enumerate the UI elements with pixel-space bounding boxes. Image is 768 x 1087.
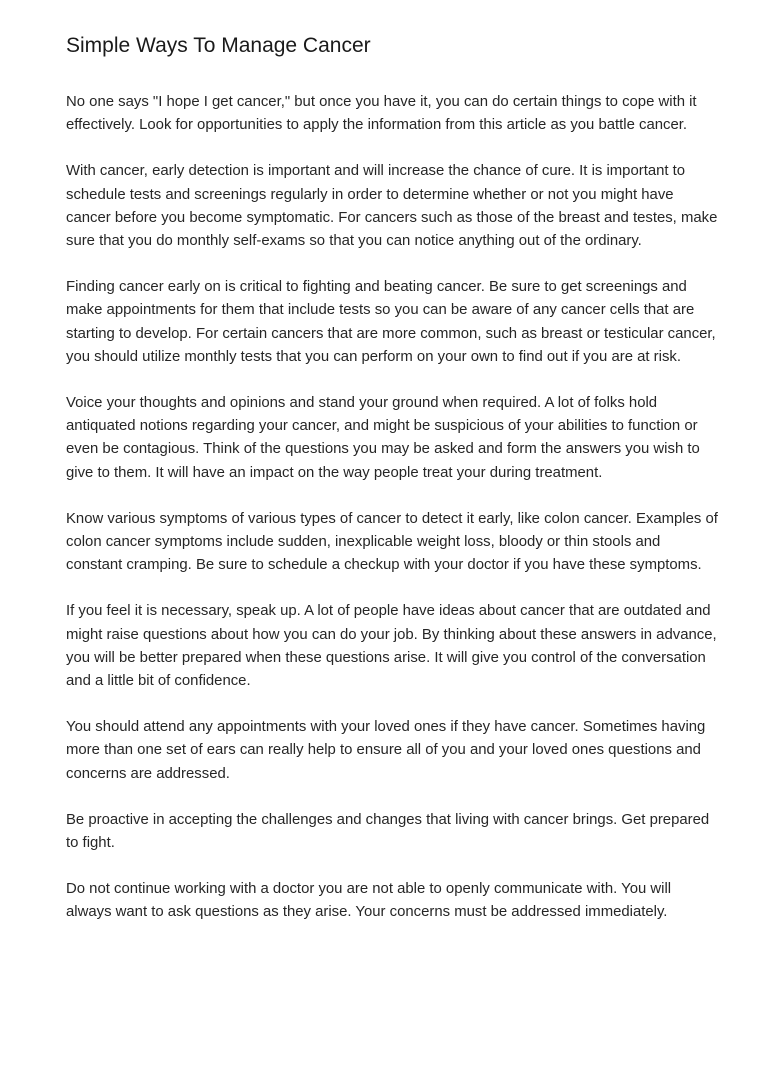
paragraph: You should attend any appointments with your loved ones if they have cancer. Sometimes having more than one set of ears can really help to ensure all of you and your loved ones questions and concerns are addressed. <box>66 719 706 782</box>
document-page <box>66 31 718 948</box>
paragraph: Voice your thoughts and opinions and stand your ground when required. A lot of folks hold antiquated notions regarding your cancer, and might be suspicious of your abilities to function or even be contagious. Think of the questions you may be asked and form the answers you wish to give to them. It will have an impact on the way people treat your during treatment. <box>66 395 700 481</box>
paragraph: Know various symptoms of various types of cancer to detect it early, like colon cancer. Examples of colon cancer symptoms include sudden, inexplicable weight loss, bloody or thin stools and constant cramping. Be sure to schedule a checkup with your doctor if you have these symptoms. <box>66 510 718 574</box>
page-title: Simple Ways To Manage Cancer <box>66 34 371 57</box>
paragraph: Do not continue working with a doctor you are not able to openly communicate with. You will always want to ask questions as they arise. Your concerns must be addressed immediately. <box>66 881 672 921</box>
paragraph: Finding cancer early on is critical to fighting and beating cancer. Be sure to get screenings and make appointments for them that include tests so you can be aware of any cancer cells that are starting to develop. For certain cancers that are more common, such as breast or testicular cancer, you should utilize monthly tests that you can perform on your own to find out if you are at risk. <box>66 279 716 365</box>
paragraph: With cancer, early detection is important and will increase the chance of cure. It is important to schedule tests and screenings regularly in order to determine whether or not you might have cancer before you become symptomatic. For cancers such as those of the breast and testes, make sure that you do monthly self-exams so that you can notice anything out of the ordinary. <box>66 163 718 250</box>
paragraph: If you feel it is necessary, speak up. A lot of people have ideas about cancer that are outdated and might raise questions about how you can do your job. By thinking about these answers in advance, you will be better prepared when these questions arise. It will give you control of the conversation and a little bit of confidence. <box>66 603 717 690</box>
paragraph: Be proactive in accepting the challenges and changes that living with cancer brings. Get prepared to fight. <box>66 811 710 852</box>
paragraph: No one says "I hope I get cancer," but once you have it, you can do certain things to cope with it effectively. Look for opportunities to apply the information from this article as you battle cancer. <box>66 94 697 134</box>
document-body <box>66 91 718 925</box>
